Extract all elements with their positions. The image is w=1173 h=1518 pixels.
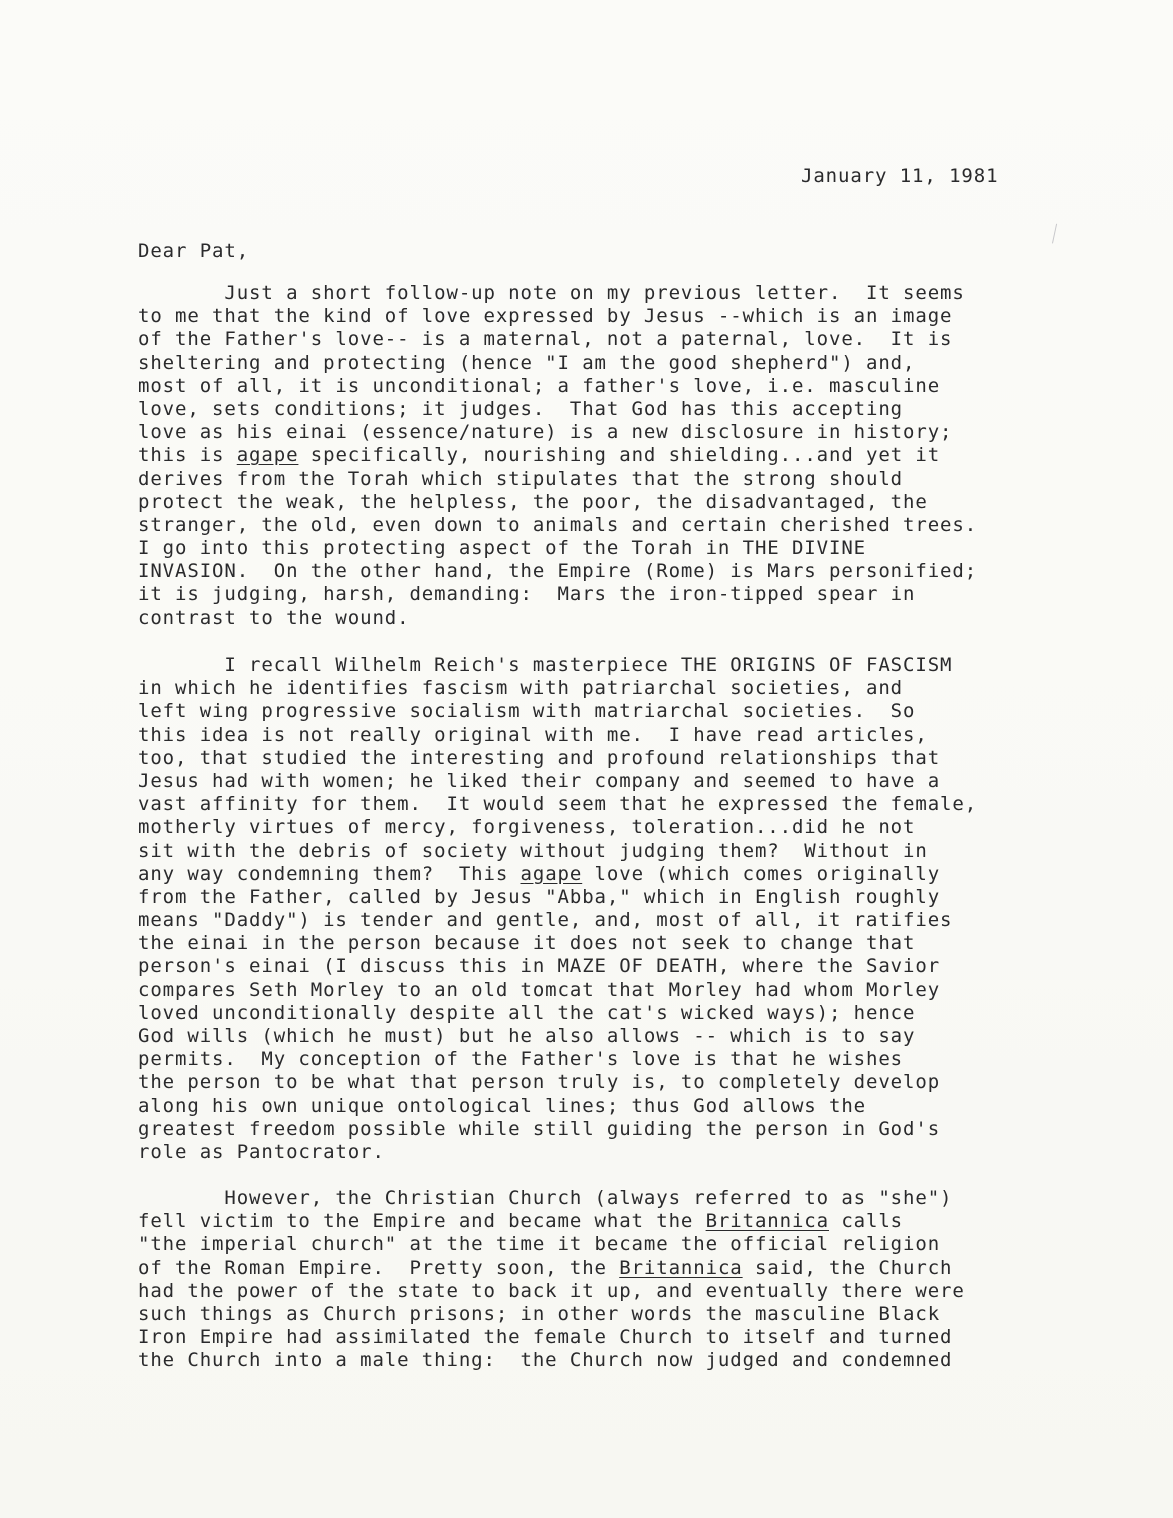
text-line: loved unconditionally despite all the cat's wicked ways); hence: [138, 1001, 916, 1024]
text-line: left wing progressive socialism with matriarchal societies. So: [138, 700, 916, 723]
text-line: from the Father, called by Jesus "Abba," which in English roughly: [138, 885, 941, 908]
text-line: love as his einai (essence/nature) is a new disclosure in history;: [138, 421, 953, 444]
text-line: compares Seth Morley to an old tomcat that Morley had whom Morley: [138, 978, 941, 1001]
text-line: means "Daddy") is tender and gentle, and, most of all, it ratifies: [138, 909, 953, 932]
underlined-title: Britannica: [619, 1256, 743, 1279]
text-line: the person to be what that person truly is, to completely develop: [138, 1071, 941, 1094]
text-line: the einai in the person because it does not seek to change that: [138, 932, 916, 955]
text-line: Jesus had with women; he liked their company and seemed to have a: [138, 769, 941, 792]
text-line: the Church into a male thing: the Church now judged and condemned: [138, 1349, 953, 1372]
text-line: it is judging, harsh, demanding: Mars the iron-tipped spear in: [138, 583, 916, 606]
text-line: "the imperial church" at the time it became the official religion: [138, 1233, 941, 1256]
underlined-title: agape: [520, 862, 583, 885]
text-line: in which he identifies fascism with patriarchal societies, and: [138, 677, 904, 700]
text-line: love, sets conditions; it judges. That God has this accepting: [138, 397, 904, 420]
text-line: protect the weak, the helpless, the poor, the disadvantaged, the: [138, 490, 928, 513]
text-line: sheltering and protecting (hence "I am the good shepherd") and,: [138, 351, 916, 374]
text-line: along his own unique ontological lines; thus God allows the: [138, 1094, 866, 1117]
text-line: permits. My conception of the Father's love is that he wishes: [138, 1048, 904, 1071]
underlined-title: Britannica: [705, 1210, 829, 1233]
letter-date: January 11, 1981: [801, 165, 999, 187]
text-line: had the power of the state to back it up, and eventually there were: [138, 1279, 965, 1302]
text-line: fell victim to the Empire and became what the Britannica calls: [138, 1210, 904, 1233]
text-line: of the Father's love-- is a maternal, not a paternal, love. It is: [138, 328, 953, 351]
pen-mark: [1052, 224, 1061, 245]
text-line: this is agape specifically, nourishing and shielding...and yet it: [138, 444, 941, 467]
text-line: derives from the Torah which stipulates that the strong should: [138, 467, 904, 490]
text-line: any way condemning them? This agape love (which comes originally: [138, 862, 941, 885]
text-line: to me that the kind of love expressed by Jesus --which is an image: [138, 305, 953, 328]
text-line: motherly virtues of mercy, forgiveness, toleration...did he not: [138, 816, 916, 839]
underlined-title: agape: [236, 444, 299, 467]
text-line: contrast to the wound.: [138, 606, 410, 629]
text-line: Iron Empire had assimilated the female Church to itself and turned: [138, 1326, 953, 1349]
paragraph-3: [138, 1187, 965, 1373]
text-line: sit with the debris of society without judging them? Without in: [138, 839, 928, 862]
text-line: person's einai (I discuss this in MAZE OF DEATH, where the Savior: [138, 955, 941, 978]
paragraph-1: [138, 282, 977, 630]
text-line: too, that studied the interesting and profound relationships that: [138, 746, 941, 769]
text-line: INVASION. On the other hand, the Empire (Rome) is Mars personified;: [138, 560, 978, 583]
text-line: most of all, it is unconditional; a father's love, i.e. masculine: [138, 374, 941, 397]
text-line: this idea is not really original with me. I have read articles,: [138, 723, 928, 746]
text-line: of the Roman Empire. Pretty soon, the Britannica said, the Church: [138, 1256, 953, 1279]
text-line: I recall Wilhelm Reich's masterpiece THE ORIGINS OF FASCISM: [138, 654, 953, 676]
text-line: vast affinity for them. It would seem that he expressed the female,: [138, 793, 978, 816]
paragraph-2: [138, 654, 977, 1164]
text-line: Just a short follow-up note on my previous letter. It seems: [138, 282, 965, 304]
text-line: such things as Church prisons; in other words the masculine Black: [138, 1302, 941, 1325]
text-line: However, the Christian Church (always referred to as "she"): [138, 1187, 953, 1209]
text-line: God wills (which he must) but he also allows -- which is to say: [138, 1025, 916, 1047]
text-line: I go into this protecting aspect of the Torah in THE DIVINE: [138, 537, 866, 560]
text-line: role as Pantocrator.: [138, 1140, 385, 1163]
salutation: Dear Pat,: [138, 240, 250, 262]
text-line: stranger, the old, even down to animals and certain cherished trees.: [138, 513, 978, 536]
text-line: greatest freedom possible while still guiding the person in God's: [138, 1117, 941, 1140]
